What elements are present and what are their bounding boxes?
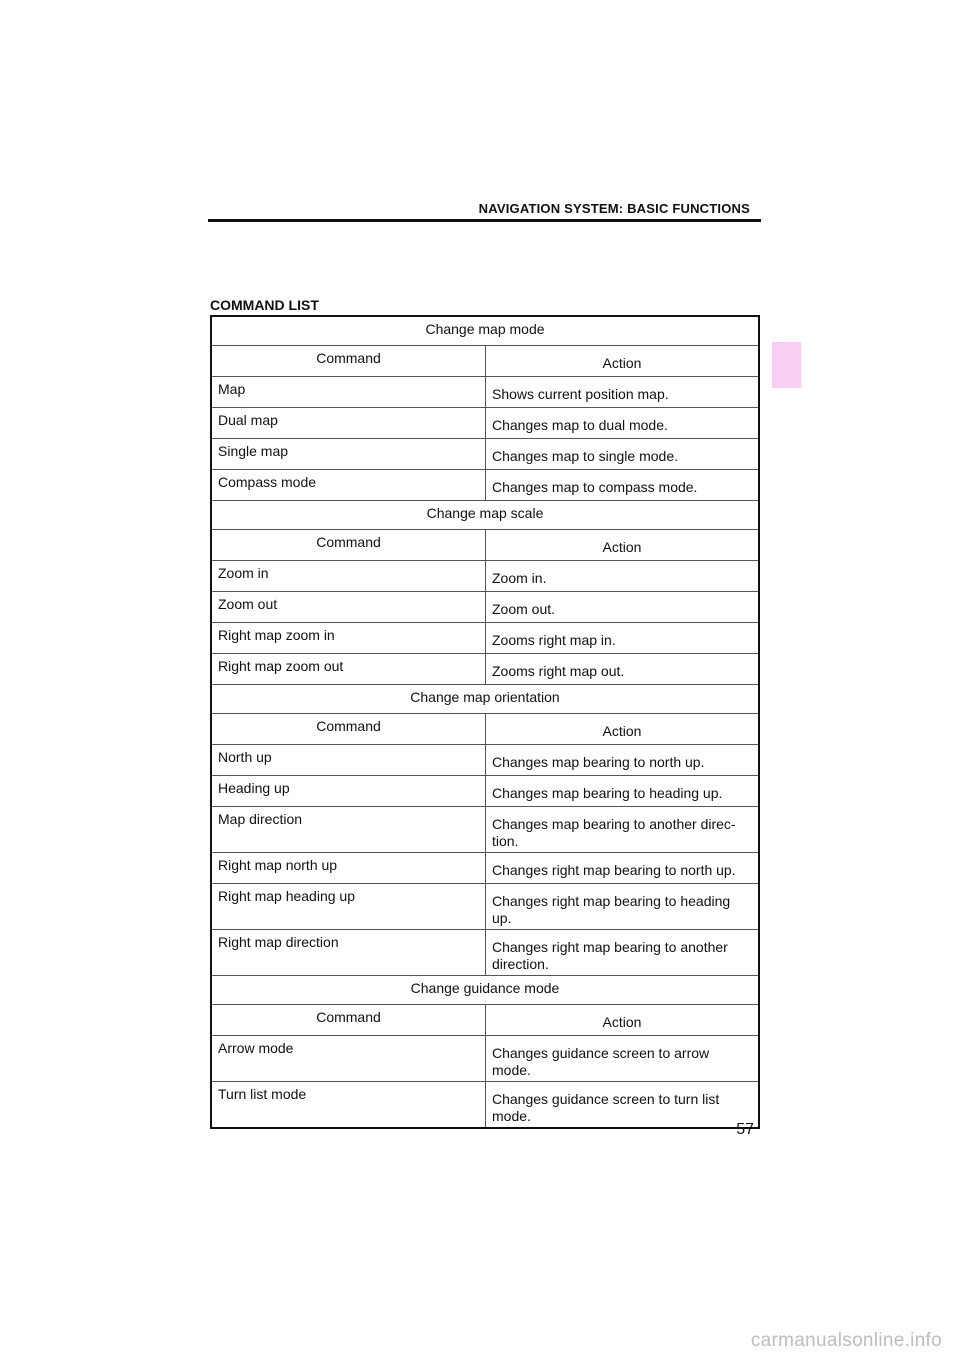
table-row	[211, 592, 759, 623]
action-cell: Changes map bearing to another direc- tion.	[486, 807, 760, 853]
command-cell: Compass mode	[211, 470, 486, 501]
command-table	[210, 315, 760, 1129]
header-rule	[208, 219, 761, 222]
table-row	[211, 930, 759, 976]
command-column-header: Command	[211, 714, 486, 745]
command-cell: Single map	[211, 439, 486, 470]
action-cell: Changes map to single mode.	[486, 439, 760, 470]
command-cell: Right map direction	[211, 930, 486, 976]
table-row	[211, 561, 759, 592]
action-cell: Changes right map bearing to another direction.	[486, 930, 760, 976]
table-section-row	[211, 976, 759, 1005]
command-cell: Zoom out	[211, 592, 486, 623]
table-row	[211, 807, 759, 853]
table-row	[211, 377, 759, 408]
action-cell: Changes right map bearing to north up.	[486, 853, 760, 884]
command-cell: Arrow mode	[211, 1036, 486, 1082]
action-cell: Zooms right map in.	[486, 623, 760, 654]
action-cell: Changes map to compass mode.	[486, 470, 760, 501]
table-section-title: Change map orientation	[211, 685, 759, 714]
command-column-header: Command	[211, 530, 486, 561]
command-cell: Zoom in	[211, 561, 486, 592]
command-cell: Map	[211, 377, 486, 408]
table-column-header-row	[211, 530, 759, 561]
table-column-header-row	[211, 1005, 759, 1036]
table-row	[211, 623, 759, 654]
watermark: carmanualsonline.info	[750, 1330, 942, 1351]
table-section-title: Change map scale	[211, 501, 759, 530]
action-cell: Shows current position map.	[486, 377, 760, 408]
action-cell: Changes map to dual mode.	[486, 408, 760, 439]
table-row	[211, 654, 759, 685]
table-row	[211, 439, 759, 470]
table-row	[211, 1036, 759, 1082]
action-cell: Changes map bearing to north up.	[486, 745, 760, 776]
table-column-header-row	[211, 346, 759, 377]
command-cell: Heading up	[211, 776, 486, 807]
running-header: NAVIGATION SYSTEM: BASIC FUNCTIONS	[478, 201, 750, 216]
action-column-header: Action	[486, 346, 760, 377]
action-column-header: Action	[486, 1005, 760, 1036]
action-column-header: Action	[486, 530, 760, 561]
table-section-row	[211, 501, 759, 530]
command-column-header: Command	[211, 346, 486, 377]
table-section-row	[211, 685, 759, 714]
table-row	[211, 408, 759, 439]
table-row	[211, 776, 759, 807]
table-column-header-row	[211, 714, 759, 745]
table-section-title: Change map mode	[211, 316, 759, 346]
chapter-tab	[772, 342, 801, 388]
action-cell: Changes guidance screen to turn list mode.	[486, 1082, 760, 1129]
command-cell: Turn list mode	[211, 1082, 486, 1129]
table-row	[211, 745, 759, 776]
table-row	[211, 884, 759, 930]
command-cell: Right map north up	[211, 853, 486, 884]
action-cell: Changes guidance screen to arrow mode.	[486, 1036, 760, 1082]
table-section-row	[211, 316, 759, 346]
command-cell: Right map heading up	[211, 884, 486, 930]
action-cell: Changes map bearing to heading up.	[486, 776, 760, 807]
command-cell: Right map zoom out	[211, 654, 486, 685]
command-table-body	[211, 316, 759, 1128]
table-row	[211, 1082, 759, 1129]
action-cell: Zoom in.	[486, 561, 760, 592]
command-cell: Dual map	[211, 408, 486, 439]
table-section-title: Change guidance mode	[211, 976, 759, 1005]
action-column-header: Action	[486, 714, 760, 745]
command-cell: Map direction	[211, 807, 486, 853]
action-cell: Zoom out.	[486, 592, 760, 623]
action-cell: Changes right map bearing to heading up.	[486, 884, 760, 930]
section-title: COMMAND LIST	[210, 297, 319, 313]
action-cell: Zooms right map out.	[486, 654, 760, 685]
table-row	[211, 470, 759, 501]
command-cell: North up	[211, 745, 486, 776]
page-number: 57	[736, 1121, 754, 1138]
table-row	[211, 853, 759, 884]
command-cell: Right map zoom in	[211, 623, 486, 654]
command-column-header: Command	[211, 1005, 486, 1036]
